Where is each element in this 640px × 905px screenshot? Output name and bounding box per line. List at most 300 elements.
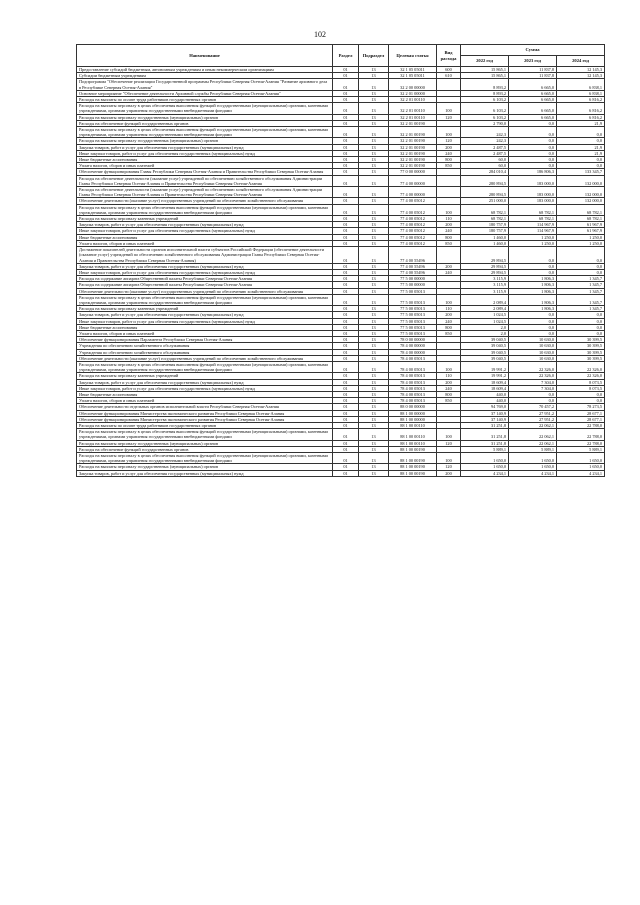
row-2022: 251 000,0: [461, 198, 509, 204]
row-stat: 77 4 00 05012: [389, 222, 437, 228]
row-2024: 61 967,9: [557, 222, 605, 228]
header-2024: 2024 год: [557, 56, 605, 67]
row-razdel: 01: [333, 276, 359, 282]
row-vid: 200: [437, 312, 461, 318]
row-podrazdel: 13: [359, 391, 389, 397]
row-2024: 0,0: [557, 398, 605, 404]
row-vid: [437, 187, 461, 198]
row-razdel: 01: [333, 416, 359, 422]
row-vid: 240: [437, 228, 461, 234]
row-2022: 180 757,9: [461, 228, 509, 234]
row-2024: 0,0: [557, 263, 605, 269]
row-2024: 22 326,0: [557, 361, 605, 372]
row-razdel: 01: [333, 103, 359, 114]
table-row: [77, 127, 605, 138]
row-razdel: 01: [333, 330, 359, 336]
row-2024: 68 782,1: [557, 204, 605, 215]
row-2023: 0,0: [509, 157, 557, 163]
row-stat: 78 4 00 05013: [389, 398, 437, 404]
row-vid: 800: [437, 324, 461, 330]
row-podrazdel: 13: [359, 97, 389, 103]
row-2023: 6 665,0: [509, 97, 557, 103]
row-podrazdel: 13: [359, 67, 389, 73]
row-2024: 1 345,7: [557, 282, 605, 288]
table-row: [77, 453, 605, 464]
row-name: Расходы на выплаты персоналу в целях обеспечения выполнения функций государственными (муниципальными) органами, казенными учреждениями, органами управления государственными внебюджетными фондами: [77, 127, 333, 138]
row-2023: 68 782,1: [509, 216, 557, 222]
table-row: [77, 470, 605, 476]
row-2024: 21,9: [557, 144, 605, 150]
row-2024: 78 273,5: [557, 404, 605, 410]
row-podrazdel: 13: [359, 379, 389, 385]
row-2023: 1 250,0: [509, 240, 557, 246]
row-2024: 22 788,0: [557, 422, 605, 428]
row-2024: 0,0: [557, 138, 605, 144]
row-razdel: 01: [333, 288, 359, 294]
row-2022: 1 460,0: [461, 234, 509, 240]
row-2024: 6 816,2: [557, 103, 605, 114]
row-podrazdel: 13: [359, 416, 389, 422]
row-podrazdel: 13: [359, 429, 389, 440]
row-vid: 100: [437, 103, 461, 114]
row-2022: 5 889,1: [461, 446, 509, 452]
row-stat: 32 2 01 00190: [389, 120, 437, 126]
row-name: Закупка товаров, работ и услуг для обеспечения государственных (муниципальных) нужд: [77, 470, 333, 476]
row-razdel: 01: [333, 247, 359, 264]
row-name: Иные бюджетные ассигнования: [77, 324, 333, 330]
row-2022: 31 251,8: [461, 422, 509, 428]
row-2023: 10 630,0: [509, 343, 557, 349]
row-2022: 3 115,9: [461, 276, 509, 282]
row-2023: 27 951,2: [509, 410, 557, 416]
row-vid: 850: [437, 240, 461, 246]
row-2024: 0,0: [557, 330, 605, 336]
row-podrazdel: 13: [359, 144, 389, 150]
row-podrazdel: 13: [359, 240, 389, 246]
row-2022: 15 865,1: [461, 73, 509, 79]
row-name: Расходы на выплаты персоналу государственных (муниципальных) органов: [77, 464, 333, 470]
row-name: Расходы на выплаты персоналу казенных учреждений: [77, 373, 333, 379]
row-stat: 77 5 00 05013: [389, 324, 437, 330]
row-name: Расходы на выплаты персоналу казенных учреждений: [77, 306, 333, 312]
row-name: Обеспечение деятельности (оказание услуг) государственных учреждений по обеспечению хозяйственного обслуживания: [77, 198, 333, 204]
row-2022: 2 487,5: [461, 144, 509, 150]
row-vid: 800: [437, 157, 461, 163]
row-2023: 1 650,0: [509, 453, 557, 464]
row-podrazdel: 13: [359, 294, 389, 305]
row-2023: 1 806,3: [509, 282, 557, 288]
row-2024: 0,0: [557, 127, 605, 138]
row-2023: 6 665,0: [509, 90, 557, 96]
row-name: Обеспечение деятельности (оказание услуг) государственных учреждений по обеспечению хозяйственного обслуживания: [77, 355, 333, 361]
row-2023: 0,0: [509, 269, 557, 275]
row-stat: 77 4 00 05012: [389, 198, 437, 204]
row-2024: 0,0: [557, 269, 605, 275]
row-stat: 88 1 00 00190: [389, 446, 437, 452]
row-razdel: 01: [333, 318, 359, 324]
row-2023: 0,0: [509, 127, 557, 138]
row-razdel: 01: [333, 337, 359, 343]
row-name: Иные бюджетные ассигнования: [77, 157, 333, 163]
row-name: Расходы на обеспечение функций государственных органов: [77, 120, 333, 126]
row-podrazdel: 13: [359, 324, 389, 330]
row-podrazdel: 13: [359, 373, 389, 379]
row-name: Расходы на выплаты персоналу в целях обеспечения выполнения функций государственными (муниципальными) органами, казенными учреждениями, органами управления государственными внебюджетными фондами: [77, 361, 333, 372]
row-2024: 0,0: [557, 312, 605, 318]
row-name: Расходы на выплаты персоналу в целях обеспечения выполнения функций государственными (муниципальными) органами, казенными учреждениями, органами управления государственными внебюджетными фондами: [77, 294, 333, 305]
header-name: Наименование: [77, 45, 333, 67]
row-podrazdel: 13: [359, 103, 389, 114]
row-stat: 32 2 00 00000: [389, 79, 437, 90]
row-2023: 0,0: [509, 263, 557, 269]
row-2022: 440,0: [461, 398, 509, 404]
row-name: Расходы на обеспечение функций государственных органов: [77, 446, 333, 452]
row-2022: 18 609,4: [461, 385, 509, 391]
row-2024: 5 889,1: [557, 446, 605, 452]
row-podrazdel: 13: [359, 198, 389, 204]
row-name: Основное мероприятие "Обеспечение деятельности Архивной службы Республики Северная Осетия-Алания": [77, 90, 333, 96]
row-podrazdel: 13: [359, 398, 389, 404]
row-2022: 2 089,4: [461, 294, 509, 305]
row-razdel: 01: [333, 204, 359, 215]
row-2022: 6 103,2: [461, 97, 509, 103]
row-razdel: 01: [333, 163, 359, 169]
row-podrazdel: 13: [359, 73, 389, 79]
row-2022: 6 103,2: [461, 114, 509, 120]
row-stat: 32 1 05 05011: [389, 73, 437, 79]
row-2022: 1 650,0: [461, 453, 509, 464]
header-sum: Сумма: [461, 45, 605, 56]
row-2023: 114 967,9: [509, 222, 557, 228]
row-razdel: 01: [333, 120, 359, 126]
row-vid: 240: [437, 269, 461, 275]
row-razdel: 01: [333, 90, 359, 96]
row-name: Иные закупки товаров, работ и услуг для обеспечения государственных (муниципальных) нужд: [77, 385, 333, 391]
row-2024: 6 838,1: [557, 90, 605, 96]
row-2022: 2 790,0: [461, 120, 509, 126]
row-stat: 78 4 00 05013: [389, 385, 437, 391]
row-stat: 77 5 00 05013: [389, 306, 437, 312]
header-2023: 2023 год: [509, 56, 557, 67]
row-2023: 1 806,3: [509, 276, 557, 282]
row-2022: 242,3: [461, 138, 509, 144]
row-razdel: 01: [333, 312, 359, 318]
row-vid: 800: [437, 234, 461, 240]
row-podrazdel: 13: [359, 114, 389, 120]
row-2022: 1 460,0: [461, 240, 509, 246]
row-2022: 1 024,5: [461, 312, 509, 318]
row-podrazdel: 13: [359, 228, 389, 234]
row-podrazdel: 13: [359, 247, 389, 264]
row-vid: 240: [437, 385, 461, 391]
row-stat: 88 1 00 00190: [389, 470, 437, 476]
row-podrazdel: 13: [359, 216, 389, 222]
row-vid: 110: [437, 306, 461, 312]
row-podrazdel: 13: [359, 187, 389, 198]
row-2022: 280 894,5: [461, 175, 509, 186]
row-stat: 78 4 00 05013: [389, 361, 437, 372]
row-2023: 10 630,0: [509, 349, 557, 355]
row-vid: 100: [437, 429, 461, 440]
row-podrazdel: 13: [359, 453, 389, 464]
row-name: Расходы на выплаты персоналу в целях обеспечения выполнения функций государственными (муниципальными) органами, казенными учреждениями, органами управления государственными внебюджетными фондами: [77, 453, 333, 464]
row-razdel: 01: [333, 373, 359, 379]
header-razdel: Раздел: [333, 45, 359, 67]
row-razdel: 01: [333, 391, 359, 397]
row-podrazdel: 13: [359, 127, 389, 138]
row-2023: 22 326,0: [509, 361, 557, 372]
row-razdel: 01: [333, 282, 359, 288]
row-stat: 32 2 01 00190: [389, 144, 437, 150]
header-vid: Вид расхода: [437, 45, 461, 67]
row-podrazdel: 13: [359, 306, 389, 312]
row-stat: 88 1 00 00110: [389, 429, 437, 440]
row-2023: 6 665,0: [509, 103, 557, 114]
row-stat: 88 1 00 00110: [389, 440, 437, 446]
row-name: Закупка товаров, работ и услуг для обеспечения государственных (муниципальных) нужд: [77, 144, 333, 150]
row-2023: 183 000,0: [509, 175, 557, 186]
row-podrazdel: 13: [359, 150, 389, 156]
row-2023: 183 000,0: [509, 187, 557, 198]
row-stat: 78 4 00 05013: [389, 391, 437, 397]
row-vid: 240: [437, 150, 461, 156]
row-vid: [437, 175, 461, 186]
row-name: Обеспечение функционирования Парламента Республики Северная Осетия-Алания: [77, 337, 333, 343]
row-razdel: 01: [333, 263, 359, 269]
row-2022: 1 650,0: [461, 464, 509, 470]
row-razdel: 01: [333, 343, 359, 349]
row-vid: 200: [437, 470, 461, 476]
row-razdel: 01: [333, 79, 359, 90]
row-podrazdel: 13: [359, 464, 389, 470]
row-stat: 32 2 01 00000: [389, 90, 437, 96]
row-stat: 77 4 00 05012: [389, 240, 437, 246]
row-2023: 11 837,8: [509, 73, 557, 79]
row-2024: 0,0: [557, 157, 605, 163]
table-row: [77, 175, 605, 186]
row-podrazdel: 13: [359, 337, 389, 343]
row-name: Расходы на выплаты персоналу государственных (муниципальных) органов: [77, 114, 333, 120]
row-2023: 0,0: [509, 247, 557, 264]
row-stat: 78 4 00 00000: [389, 343, 437, 349]
row-2023: 1 806,3: [509, 306, 557, 312]
row-vid: 100: [437, 361, 461, 372]
row-stat: 77 5 00 00000: [389, 276, 437, 282]
row-stat: 78 4 00 05013: [389, 355, 437, 361]
row-stat: 77 4 00 55496: [389, 269, 437, 275]
row-stat: 77 5 00 05013: [389, 294, 437, 305]
row-podrazdel: 13: [359, 385, 389, 391]
table-row: [77, 187, 605, 198]
row-razdel: 01: [333, 324, 359, 330]
row-2024: 22 788,0: [557, 440, 605, 446]
page-number: 102: [314, 30, 326, 39]
row-2022: 68 782,1: [461, 204, 509, 215]
row-2022: 60,0: [461, 163, 509, 169]
row-2023: 27 951,2: [509, 416, 557, 422]
row-stat: 78 4 00 05013: [389, 379, 437, 385]
row-2022: 284 010,4: [461, 169, 509, 175]
row-razdel: 01: [333, 198, 359, 204]
row-2023: 22 062,1: [509, 429, 557, 440]
row-podrazdel: 13: [359, 276, 389, 282]
row-2023: 0,0: [509, 120, 557, 126]
row-razdel: 01: [333, 349, 359, 355]
row-razdel: 01: [333, 67, 359, 73]
row-podrazdel: 13: [359, 234, 389, 240]
row-2024: 1 650,0: [557, 453, 605, 464]
row-razdel: 01: [333, 453, 359, 464]
row-razdel: 01: [333, 306, 359, 312]
row-name: Расходы на выплаты персоналу в целях обеспечения выполнения функций государственными (муниципальными) органами, казенными учреждениями, органами управления государственными внебюджетными фондами: [77, 429, 333, 440]
row-podrazdel: 13: [359, 138, 389, 144]
row-name: Расходы на выплаты персоналу в целях обеспечения выполнения функций государственными (муниципальными) органами, казенными учреждениями, органами управления государственными внебюджетными фондами: [77, 103, 333, 114]
row-2022: 18 609,4: [461, 379, 509, 385]
row-podrazdel: 13: [359, 263, 389, 269]
row-name: Предоставление субсидий бюджетным, автономным учреждениям и иным некоммерческим организациям: [77, 67, 333, 73]
row-2022: 68 782,1: [461, 216, 509, 222]
row-podrazdel: 13: [359, 269, 389, 275]
row-vid: 100: [437, 127, 461, 138]
row-razdel: 01: [333, 422, 359, 428]
row-2023: 0,0: [509, 144, 557, 150]
row-name: Подпрограмма "Обеспечение реализации Государственной программы Республики Северная Осетия-Алания "Развитие архивного дела в Республике Северная Осетия-Алания": [77, 79, 333, 90]
row-name: Закупка товаров, работ и услуг для обеспечения государственных (муниципальных) нужд: [77, 222, 333, 228]
row-2022: 39 040,5: [461, 355, 509, 361]
row-2024: 61 967,9: [557, 228, 605, 234]
row-2024: 30 399,5: [557, 349, 605, 355]
row-vid: 850: [437, 330, 461, 336]
row-2023: 22 326,0: [509, 373, 557, 379]
row-2022: 39 040,5: [461, 337, 509, 343]
row-2023: 7 304,0: [509, 379, 557, 385]
row-2024: 1 345,7: [557, 288, 605, 294]
row-razdel: 01: [333, 222, 359, 228]
table-row: [77, 247, 605, 264]
row-razdel: 01: [333, 294, 359, 305]
row-vid: 200: [437, 144, 461, 150]
row-2024: 12 145,3: [557, 67, 605, 73]
row-vid: 110: [437, 216, 461, 222]
row-2023: 70 457,2: [509, 404, 557, 410]
row-razdel: 01: [333, 138, 359, 144]
table-row: [77, 361, 605, 372]
table-body: [77, 67, 605, 477]
row-2023: 0,0: [509, 318, 557, 324]
row-stat: 77 0 00 00000: [389, 169, 437, 175]
row-2023: 11 837,8: [509, 67, 557, 73]
row-name: Иные закупки товаров, работ и услуг для обеспечения государственных (муниципальных) нужд: [77, 228, 333, 234]
row-podrazdel: 13: [359, 318, 389, 324]
row-2024: 0,0: [557, 324, 605, 330]
row-2023: 6 665,0: [509, 114, 557, 120]
row-stat: 77 5 00 00000: [389, 282, 437, 288]
row-podrazdel: 13: [359, 355, 389, 361]
row-2022: 60,0: [461, 157, 509, 163]
row-podrazdel: 13: [359, 343, 389, 349]
row-2024: 132 000,0: [557, 187, 605, 198]
row-2024: 30 399,5: [557, 355, 605, 361]
row-razdel: 01: [333, 169, 359, 175]
row-vid: 120: [437, 440, 461, 446]
row-name: Обеспечение деятельности (оказание услуг) государственных учреждений по обеспечению хозяйственного обслуживания: [77, 288, 333, 294]
row-2024: 68 782,1: [557, 216, 605, 222]
row-razdel: 01: [333, 446, 359, 452]
row-stat: 77 4 00 00000: [389, 175, 437, 186]
row-name: Уплата налогов, сборов и иных платежей: [77, 330, 333, 336]
row-name: Закупка товаров, работ и услуг для обеспечения государственных (муниципальных) нужд: [77, 379, 333, 385]
row-vid: [437, 79, 461, 90]
row-stat: 32 2 01 00110: [389, 114, 437, 120]
row-stat: 88 1 00 00190: [389, 453, 437, 464]
row-razdel: 01: [333, 404, 359, 410]
row-name: Уплата налогов, сборов и иных платежей: [77, 163, 333, 169]
row-stat: 32 2 01 00190: [389, 157, 437, 163]
row-podrazdel: 13: [359, 222, 389, 228]
row-podrazdel: 13: [359, 288, 389, 294]
row-2023: 0,0: [509, 138, 557, 144]
row-name: Обеспечение деятельности отдельных органов исполнительной власти Республики Северная Осетия-Алания: [77, 404, 333, 410]
budget-table: [76, 44, 605, 477]
row-razdel: 01: [333, 157, 359, 163]
row-razdel: 01: [333, 187, 359, 198]
row-2024: 21,9: [557, 150, 605, 156]
row-name: Расходы на содержание аппарата Общественной палаты Республики Северная Осетия-Алания: [77, 276, 333, 282]
row-2023: 10 630,0: [509, 355, 557, 361]
row-podrazdel: 13: [359, 470, 389, 476]
row-2024: 1 250,0: [557, 240, 605, 246]
row-2023: 6 665,0: [509, 79, 557, 90]
row-2022: 8 893,2: [461, 79, 509, 90]
row-name: Обеспечение функционирования Министерства экономического развития Республики Северная Осетия-Алания: [77, 410, 333, 416]
row-name: Иные бюджетные ассигнования: [77, 234, 333, 240]
row-stat: 32 2 01 00190: [389, 150, 437, 156]
row-name: Достижение показателей деятельности органов исполнительной власти субъектов Российской Федерации (обеспечение деятельности (оказание услуг) учреждений по обеспечению хозяйственного обслуживания Администрации Главы Республики Северная Осетия-Алания и Правительства Республики Северная Осетия-Алания): [77, 247, 333, 264]
row-2024: 8 073,5: [557, 379, 605, 385]
row-2024: 4 234,1: [557, 470, 605, 476]
row-2022: 1 024,5: [461, 318, 509, 324]
row-2024: 28 677,1: [557, 410, 605, 416]
row-2022: 2 089,4: [461, 306, 509, 312]
row-razdel: 01: [333, 234, 359, 240]
row-2023: 0,0: [509, 398, 557, 404]
row-2024: 1 650,0: [557, 464, 605, 470]
row-name: Уплата налогов, сборов и иных платежей: [77, 398, 333, 404]
row-stat: 32 2 01 00190: [389, 138, 437, 144]
row-2023: 183 000,0: [509, 198, 557, 204]
row-razdel: 01: [333, 269, 359, 275]
row-2022: 37 140,9: [461, 410, 509, 416]
header-podrazdel: Подраздел: [359, 45, 389, 67]
row-vid: [437, 247, 461, 264]
row-2024: 133 345,7: [557, 169, 605, 175]
row-2024: 0,0: [557, 247, 605, 264]
row-2023: 22 062,1: [509, 440, 557, 446]
row-2022: 39 040,5: [461, 343, 509, 349]
row-2024: 8 073,5: [557, 385, 605, 391]
row-razdel: 01: [333, 470, 359, 476]
row-2022: 3 115,9: [461, 282, 509, 288]
row-2022: 2,0: [461, 324, 509, 330]
row-2023: 1 250,0: [509, 234, 557, 240]
row-stat: 77 5 00 05013: [389, 318, 437, 324]
row-2023: 1 806,3: [509, 294, 557, 305]
row-name: Учреждения по обеспечению хозяйственного обслуживания: [77, 349, 333, 355]
row-2022: 180 757,9: [461, 222, 509, 228]
row-2022: 2,0: [461, 330, 509, 336]
row-2024: 1 345,7: [557, 276, 605, 282]
row-2022: 31 251,8: [461, 440, 509, 446]
